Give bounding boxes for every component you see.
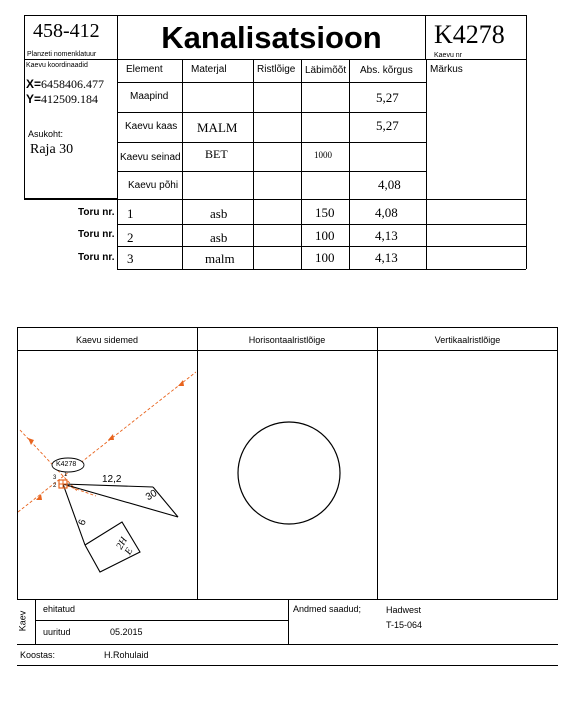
well-caption: Kaevu nr	[434, 52, 463, 59]
pipe-label-1: Toru nr.	[78, 207, 115, 218]
coords-heading: Kaevu koordinaadid	[26, 62, 88, 69]
pipe-3-labimoot: 100	[315, 250, 335, 265]
pipe-2-labimoot: 100	[315, 228, 335, 243]
andmed-label: Andmed saadud;	[293, 604, 362, 614]
col-element: Element	[126, 64, 163, 75]
row-pohi-element: Kaevu põhi	[128, 180, 179, 191]
page-title: Kanalisatsioon	[161, 20, 382, 55]
address-value: Raja 30	[30, 142, 74, 157]
row-kaas-korgus: 5,27	[376, 118, 399, 133]
pipe-3-materjal: malm	[205, 251, 235, 266]
row-seinad-element: Kaevu seinad	[120, 152, 181, 163]
sketch-dim-3: 6	[76, 518, 89, 527]
row-seinad-labimoot: 1000	[314, 150, 332, 160]
col-korgus: Abs. kõrgus	[360, 65, 413, 76]
horizontal-cross-section	[236, 420, 342, 526]
uuritud-date: 05.2015	[110, 627, 143, 637]
y-value: 412509.184	[41, 92, 99, 106]
row-kaas-element: Kaevu kaas	[125, 121, 178, 132]
pipe-1-labimoot: 150	[315, 205, 335, 220]
sketch-dim-1: 12,2	[102, 474, 122, 485]
sheet-number: 458-412	[33, 20, 100, 42]
sketch-pipe-3: 3	[53, 475, 57, 481]
andmed-value-1: Hadwest	[386, 605, 422, 615]
pipe-2-korgus: 4,13	[375, 228, 398, 243]
pipe-label-2: Toru nr.	[78, 229, 115, 240]
row-maapind-element: Maapind	[130, 91, 169, 102]
uuritud-label: uuritud	[43, 627, 71, 637]
pipe-1-nr: 1	[127, 206, 134, 221]
sheet-caption: Planzeti nomenklatuur	[27, 51, 97, 58]
header-title-box	[117, 15, 426, 60]
pipe-3-korgus: 4,13	[375, 250, 398, 265]
koostas-value: H.Rohulaid	[104, 650, 149, 660]
y-label: Y=	[26, 92, 42, 106]
y-coordinate	[26, 92, 98, 107]
row-kaas-materjal: MALM	[197, 120, 238, 135]
col-horisontaal: Horisontaalristlõige	[248, 335, 326, 345]
pipe-label-3: Toru nr.	[78, 252, 115, 263]
koostas-label: Koostas:	[20, 650, 56, 660]
header-sheet-box	[24, 15, 118, 60]
x-label: X=	[26, 77, 42, 91]
x-value: 6458406.477	[41, 77, 105, 91]
sketch-well-label: K4278	[56, 461, 77, 468]
pipe-2-nr: 2	[127, 230, 134, 245]
col-vertikaal: Vertikaalristlõige	[434, 335, 501, 345]
row-pohi-korgus: 4,08	[378, 177, 401, 192]
well-id: K4278	[434, 20, 505, 49]
pipe-1-korgus: 4,08	[375, 205, 398, 220]
row-maapind-korgus: 5,27	[376, 90, 399, 105]
col-ristloige: Ristlõige	[257, 64, 296, 75]
sketch-dim-2: 30	[143, 487, 160, 504]
andmed-value-2: T-15-064	[386, 620, 423, 630]
footer-side-label: Kaev	[17, 610, 28, 632]
pipe-2-materjal: asb	[210, 230, 228, 245]
header-well-box	[425, 15, 527, 60]
address-label: Asukoht:	[28, 129, 64, 139]
ehitatud-label: ehitatud	[43, 604, 76, 614]
pipe-3-nr: 3	[127, 251, 134, 266]
col-kaevu-sidemed: Kaevu sidemed	[75, 335, 139, 345]
col-labimoot: Läbimõõt	[305, 65, 347, 76]
sketch-pipe-1: 1	[64, 472, 68, 478]
x-coordinate	[26, 77, 104, 92]
pipe-1-materjal: asb	[210, 206, 228, 221]
col-materjal: Materjal	[191, 64, 227, 75]
sketch-building: 2H	[114, 535, 130, 552]
row-seinad-materjal: BET	[205, 147, 228, 161]
sketch-building-sub: E	[122, 546, 136, 557]
sketch-pipe-2: 2	[53, 483, 57, 489]
col-markus: Märkus	[430, 64, 463, 75]
